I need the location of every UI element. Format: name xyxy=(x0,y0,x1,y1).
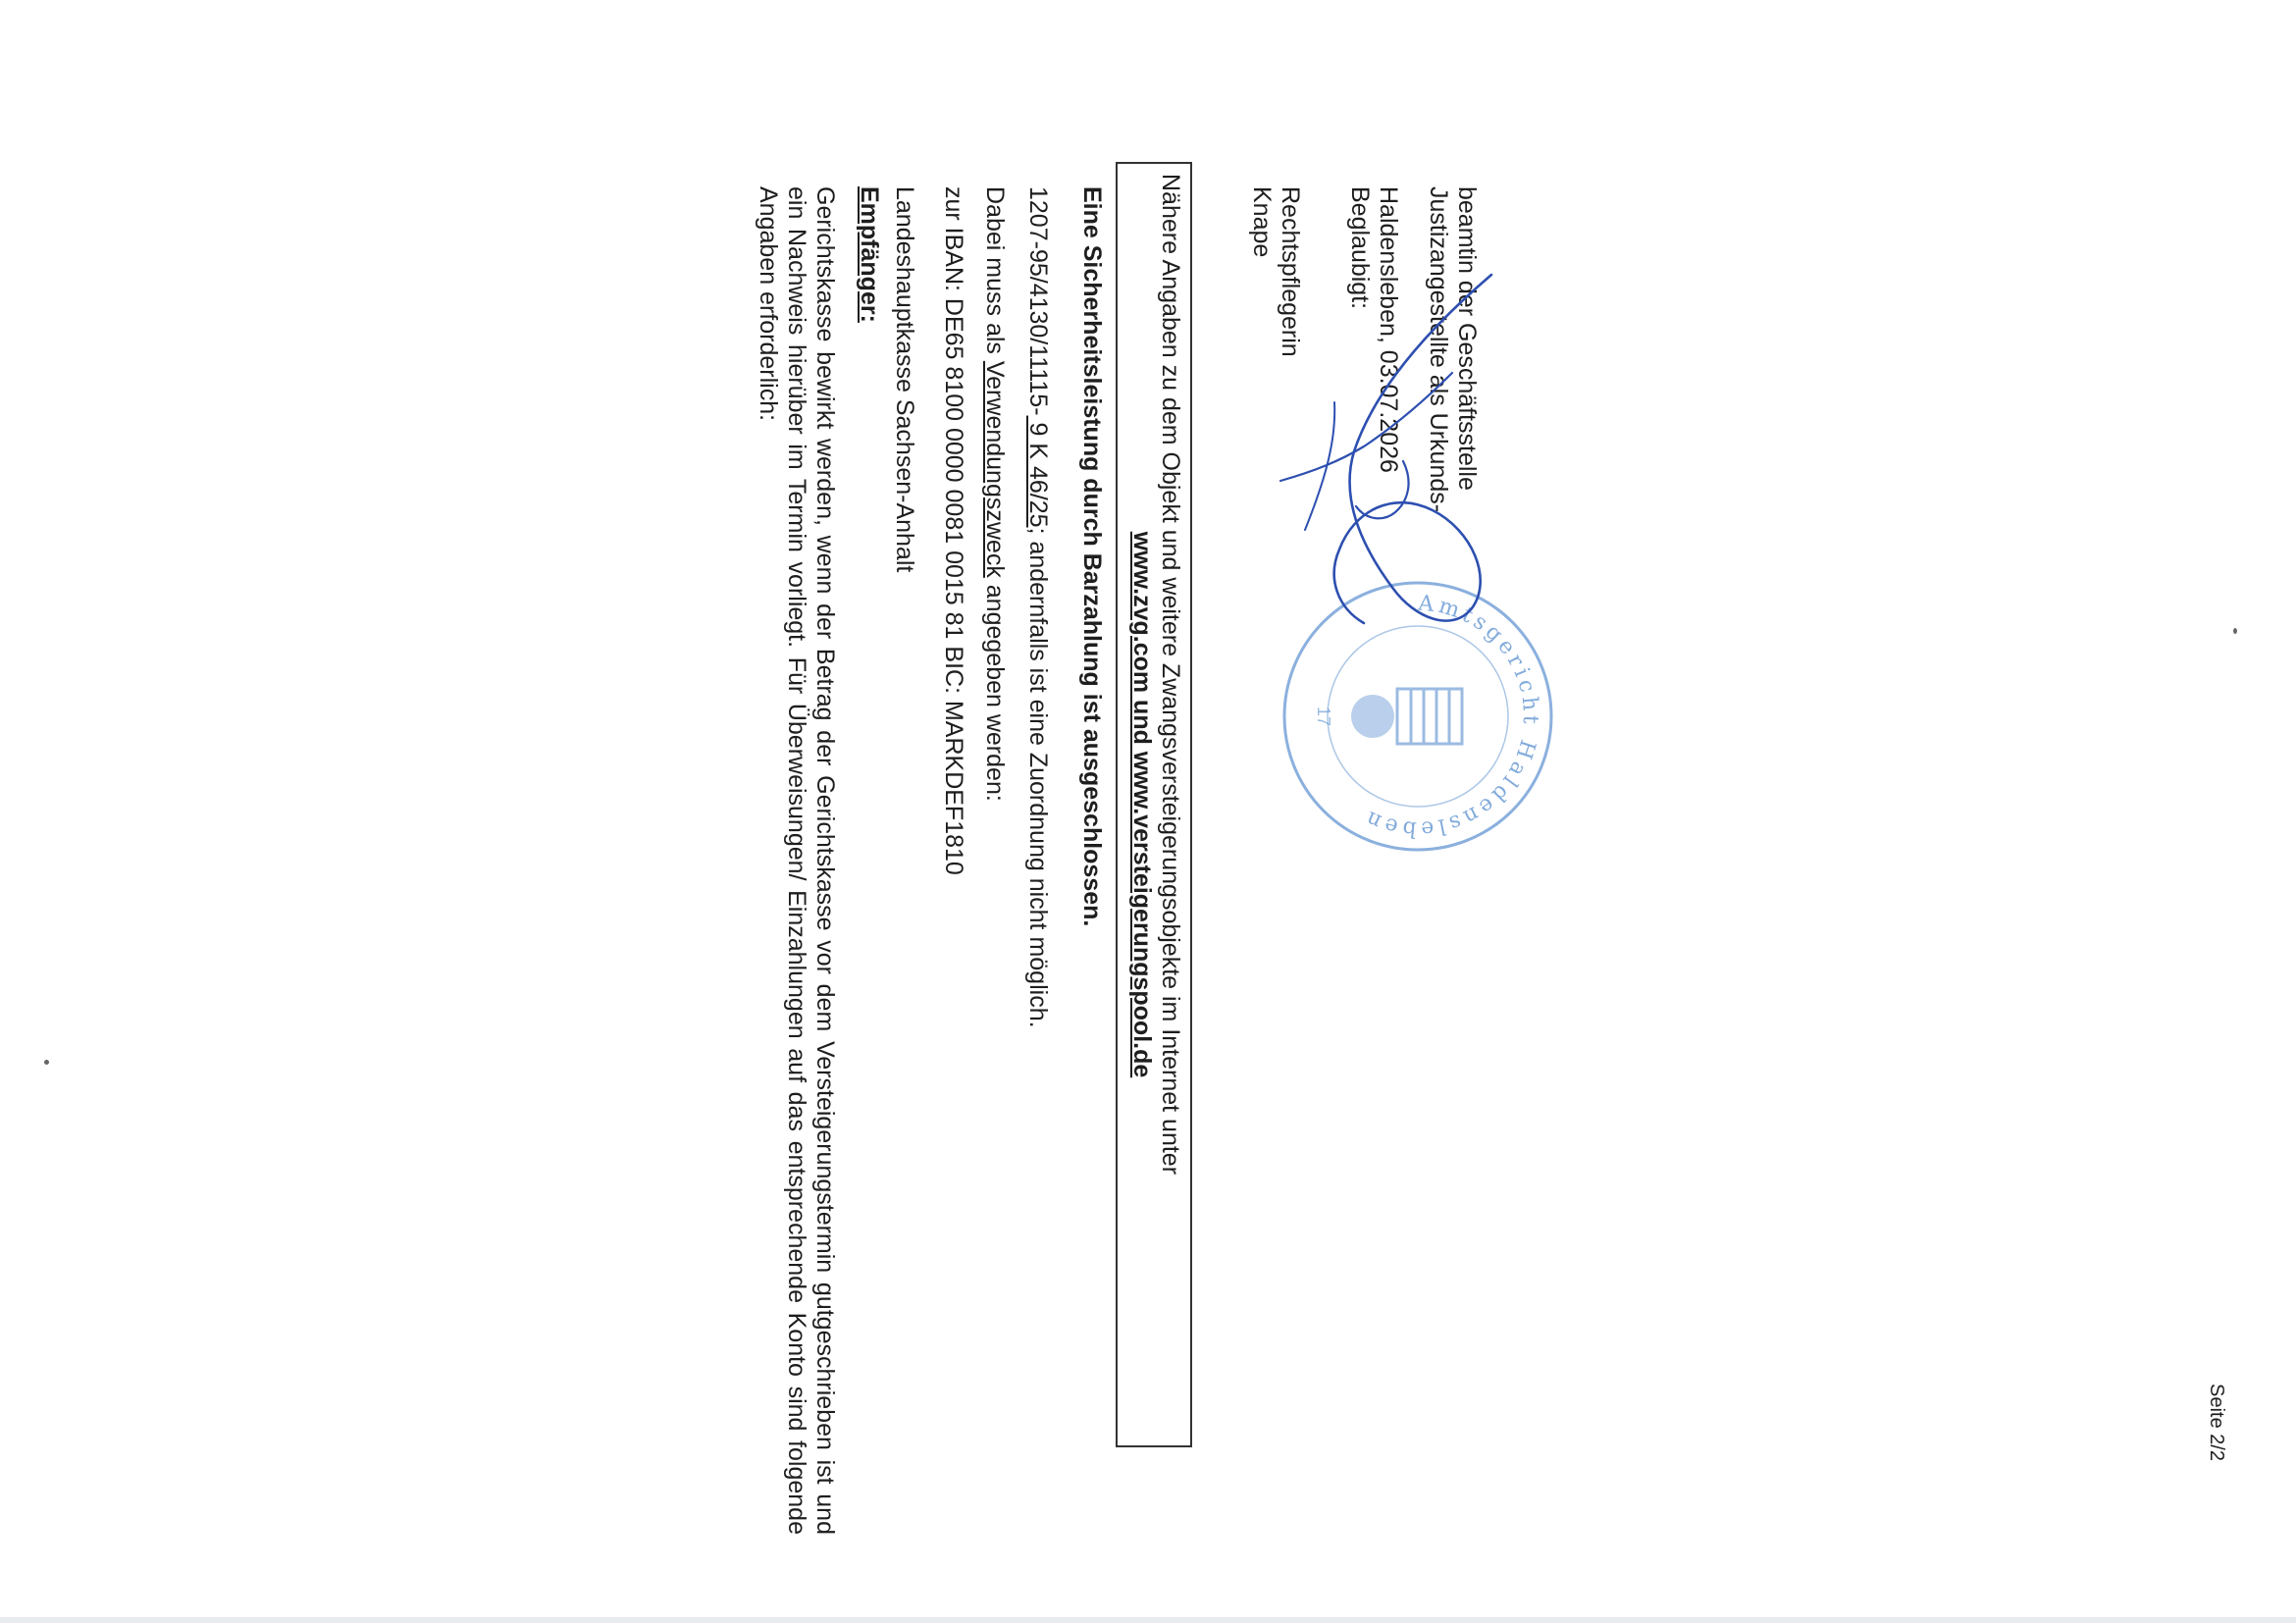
reference-line xyxy=(1023,186,1052,1623)
info-box-links[interactable]: www.zvg.com und www.versteigerungspool.de xyxy=(1128,531,1156,1078)
cash-notice: Eine Sicherheitsleistung durch Barzahlung ist ausgeschlossen. xyxy=(1078,186,1106,927)
page-number: Seite 2/2 xyxy=(2206,1384,2227,1461)
scan-bottom-edge xyxy=(0,1617,2296,1623)
purpose-line xyxy=(980,186,1009,1623)
signatory-role: Rechtspflegerin xyxy=(1277,186,1304,357)
purpose-word: Verwendungszweck xyxy=(981,360,1009,578)
info-box xyxy=(1116,162,1192,1447)
reference-prefix: 1207-95/4130/11115- xyxy=(1024,186,1052,416)
certification-label: Beglaubigt: xyxy=(1346,186,1374,310)
info-box-line-1: Nähere Angaben zu dem Objekt und weitere Zwangsversteigerungsobjekte im Internet unter xyxy=(1157,174,1184,1176)
certification-place-date: Haldensleben, 03.07.2026 xyxy=(1375,186,1402,473)
recipient-heading: Empfänger: xyxy=(856,186,883,323)
purpose-suffix: angegeben werden: xyxy=(981,577,1009,802)
coat-of-arms-icon xyxy=(1351,689,1462,744)
seal-number: 17 xyxy=(1314,706,1333,727)
clerk-line-2: beamtin der Geschäftsstelle xyxy=(1453,186,1481,491)
scan-speck xyxy=(44,1060,49,1065)
clerk-line-1: Justizangestellte als Urkunds- xyxy=(1425,186,1452,513)
signatory-name: Knape xyxy=(1248,186,1276,258)
purpose-prefix: Dabei muss als xyxy=(981,186,1009,361)
payment-paragraph: Gerichtskasse bewirkt werden, wenn der Betrag der Gerichtskasse vor dem Versteigerungstermin gutgeschrieben ist und ein Nachweis hierüber im Termin vorliegt. Für Überweisungen/ Einzahlungen auf das entsprechende Konto sind folgende Angaben erforderlich: xyxy=(755,186,839,1535)
reference-case: 9 K 46/25 xyxy=(1024,415,1052,528)
seal-ring-text: Amtsgericht Haldensleben xyxy=(1359,591,1543,842)
reference-suffix: ; andernfalls ist eine Zuordnung nicht möglich. xyxy=(1024,527,1052,1028)
scan-speck xyxy=(2233,628,2237,634)
handwritten-signature xyxy=(1256,255,1511,648)
iban-line: zur IBAN: DE65 8100 0000 0081 0015 81 BIC: MARKDEF1810 xyxy=(940,186,967,875)
recipient-name: Landeshauptkasse Sachsen-Anhalt xyxy=(891,186,918,573)
